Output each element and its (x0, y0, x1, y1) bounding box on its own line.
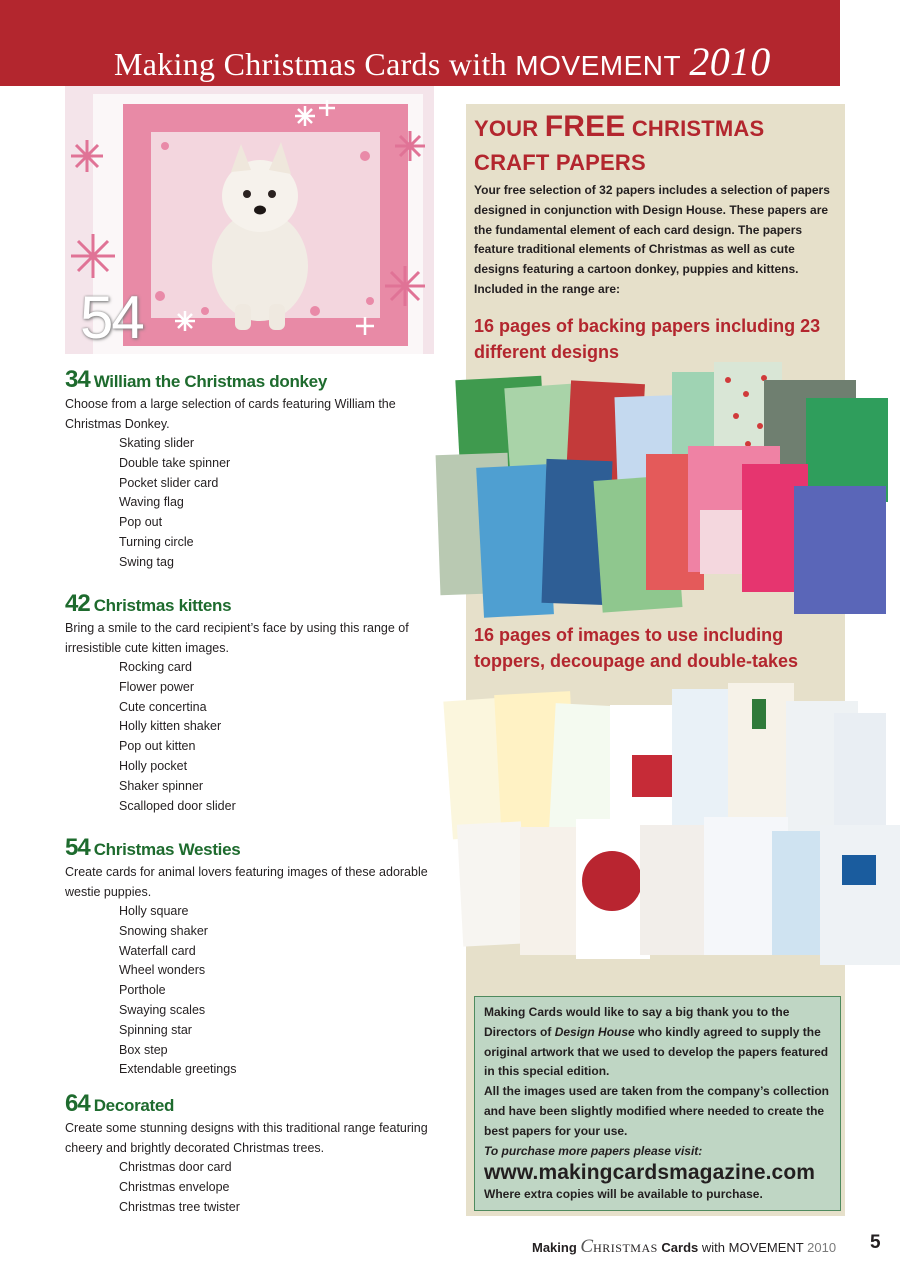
section-william-donkey (65, 366, 430, 573)
list-item: Box step (119, 1042, 168, 1057)
section-number: 64 (65, 1090, 90, 1117)
footer-with-movement: with MOVEMENT (701, 1240, 804, 1255)
section-title: Christmas kittens (93, 596, 232, 615)
section-description: Choose from a large selection of cards featuring William the Christmas Donkey. (65, 397, 396, 431)
thanks-line3: All the images used are taken from the company’s collection and have been slightly modified where needed to create the best papers for your use. (484, 1084, 829, 1138)
list-item: Cute concertina (119, 699, 207, 714)
list-item: Waterfall card (119, 943, 196, 958)
title-main: Making Christmas Cards with (114, 46, 507, 82)
project-list (65, 1158, 430, 1217)
title-your: YOUR (474, 116, 539, 141)
list-item: Swaying scales (119, 1002, 206, 1017)
section-number: 34 (65, 366, 90, 393)
list-item: Holly kitten shaker (119, 719, 222, 734)
list-item: Skating slider (119, 436, 195, 450)
project-list (65, 434, 430, 573)
section-description: Bring a smile to the card recipient’s face by using this range of irresistible cute kitten images. (65, 621, 409, 655)
footer-c: C (580, 1236, 594, 1257)
section-heading (65, 834, 430, 862)
footer-cards: Cards (661, 1240, 699, 1255)
section-number: 54 (65, 834, 90, 861)
thanks-text (484, 1003, 832, 1082)
list-item: Flower power (119, 679, 195, 694)
list-item: Porthole (119, 983, 166, 998)
section-description: Create some stunning designs with this traditional range featuring cheery and brightly decorated Christmas trees. (65, 1121, 428, 1155)
free-papers-title (474, 110, 834, 180)
list-item: Wheel wonders (119, 963, 206, 978)
magazine-title (114, 38, 771, 85)
footer-making: Making (532, 1240, 577, 1255)
list-item: Snowing shaker (119, 923, 208, 938)
thank-you-box (474, 996, 841, 1211)
list-item: Scalloped door slider (119, 798, 236, 813)
list-item: Rocking card (119, 660, 192, 674)
section-description: Create cards for animal lovers featuring images of these adorable westie puppies. (65, 865, 428, 899)
list-item: Swing tag (119, 554, 174, 569)
design-house-name: Design House (554, 1024, 635, 1039)
section-christmas-westies (65, 834, 430, 1080)
project-list (65, 658, 430, 816)
list-item: Christmas tree twister (119, 1199, 240, 1214)
title-christmas: CHRISTMAS (631, 116, 765, 141)
section-title: William the Christmas donkey (93, 372, 327, 391)
list-item: Pop out kitten (119, 739, 196, 754)
project-list (65, 902, 430, 1080)
header-band (0, 0, 840, 86)
purchase-prompt: To purchase more papers please visit: (484, 1143, 703, 1158)
section-heading (65, 1090, 430, 1118)
free-papers-description: Your free selection of 32 papers includes a selection of papers designed in conjunction with Design House. These papers are the fundamental element of each card design. The papers feature traditional elements of Christmas as well as cute designs featuring a cartoon donkey, puppies and kittens. Included in the range are: (474, 183, 830, 296)
list-item: Double take spinner (119, 455, 231, 470)
section-number: 42 (65, 590, 90, 617)
list-item: Spinning star (119, 1022, 192, 1037)
list-item: Shaker spinner (119, 778, 204, 793)
list-item: Extendable greetings (119, 1062, 237, 1077)
website-link[interactable]: www.makingcardsmagazine.com (484, 1161, 816, 1185)
page-footer (532, 1236, 836, 1258)
backing-papers-illustration (430, 360, 890, 620)
list-item: Christmas envelope (119, 1179, 230, 1194)
images-subheading: 16 pages of images to use including toppers, decoupage and double-takes (474, 625, 799, 671)
list-item: Christmas door card (119, 1160, 232, 1174)
section-heading (65, 590, 430, 618)
title-year: 2010 (689, 39, 771, 84)
footer-hristmas: HRISTMAS (593, 1241, 658, 1255)
page-number: 5 (870, 1232, 881, 1253)
section-christmas-kittens (65, 590, 430, 816)
title-free: FREE (544, 110, 626, 143)
title-movement: MOVEMENT (515, 50, 682, 81)
list-item: Pocket slider card (119, 475, 219, 490)
list-item: Waving flag (119, 495, 184, 510)
thanks-line2: who kindly agreed to supply the original artwork that we used to develop the papers featured in this special edition. (484, 1024, 829, 1079)
thanks-line1: Making Cards would like to say a big thank you to the Directors of (484, 1005, 790, 1039)
section-heading (65, 366, 430, 394)
section-title: Decorated (93, 1096, 175, 1115)
title-craft-papers: CRAFT PAPERS (474, 150, 646, 175)
image-sheets-illustration (436, 675, 905, 975)
list-item: Pop out (119, 515, 163, 530)
list-item: Turning circle (119, 534, 194, 549)
backing-papers-subheading: 16 pages of backing papers including 23 different designs (474, 316, 821, 362)
list-item: Holly square (119, 904, 189, 918)
footer-year: 2010 (807, 1240, 837, 1255)
section-title: Christmas Westies (93, 840, 241, 859)
extra-copies-note: Where extra copies will be available to purchase. (484, 1187, 763, 1202)
hero-project-number: 54 (80, 284, 143, 351)
list-item: Holly pocket (119, 758, 188, 773)
section-decorated (65, 1090, 430, 1217)
